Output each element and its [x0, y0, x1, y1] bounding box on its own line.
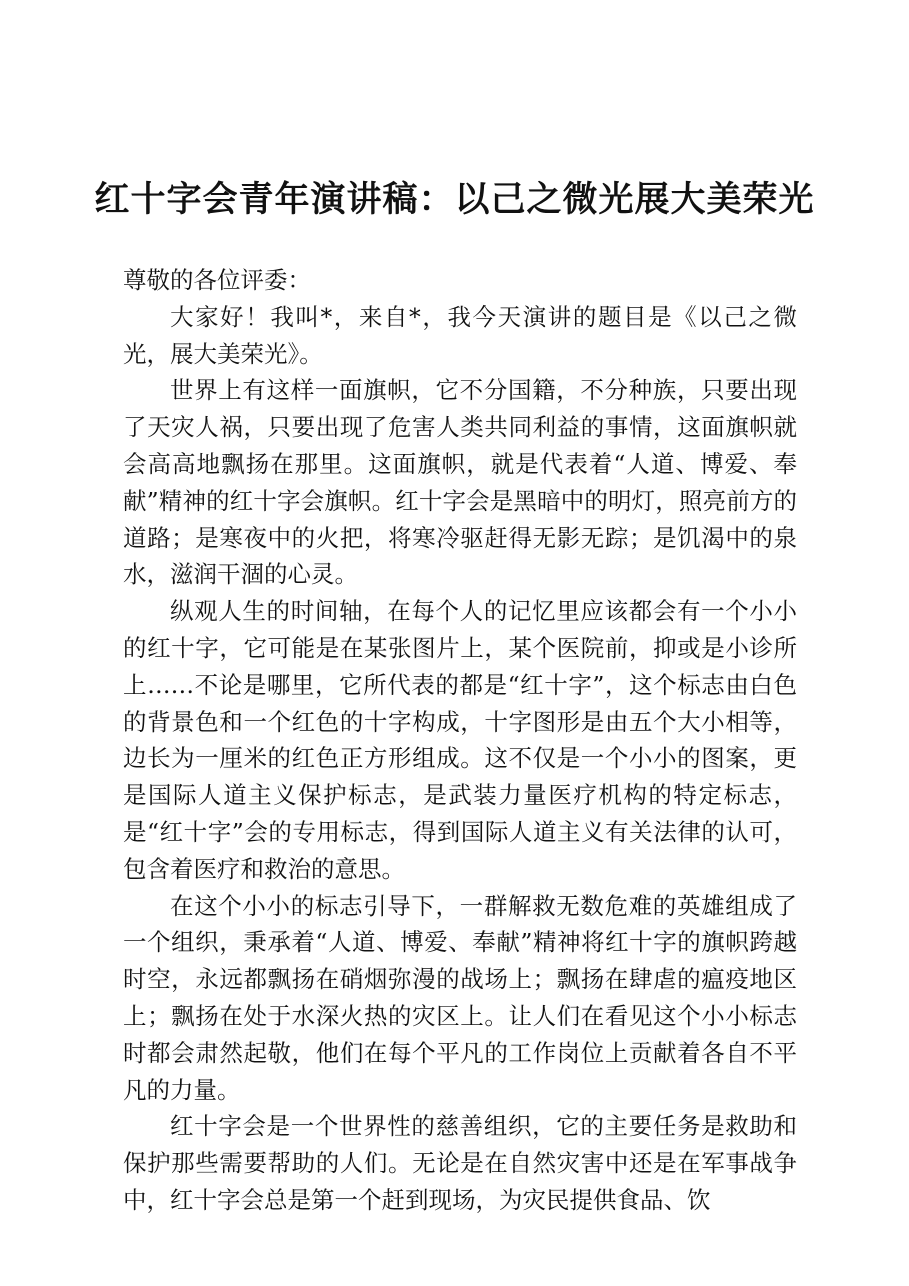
paragraph-4: 在这个小小的标志引导下，一群解救无数危难的英雄组成了一个组织，秉承着“人道、博爱、奉献”精神将红十字的旗帜跨越时空，永远都飘扬在硝烟弥漫的战场上；飘扬在肆虐的瘟疫地区上；飘扬在处于水深火热的灾区上。让人们在看见这个小小标志时都会肃然起敬，他们在每个平凡的工作岗位上贡献着各自不平凡的力量。 — [123, 891, 797, 1104]
paragraph-2: 世界上有这样一面旗帜，它不分国籍，不分种族，只要出现了天灾人祸，只要出现了危害人类共同利益的事情，这面旗帜就会高高地飘扬在那里。这面旗帜，就是代表着“人道、博爱、奉献”精神的红十字会旗帜。红十字会是黑暗中的明灯，照亮前方的道路；是寒夜中的火把，将寒冷驱赶得无影无踪；是饥渴中的泉水，滋润干涸的心灵。 — [123, 376, 797, 589]
paragraph-3: 纵观人生的时间轴，在每个人的记忆里应该都会有一个小小的红十字，它可能是在某张图片上，某个医院前，抑或是小诊所上……不论是哪里，它所代表的都是“红十字”，这个标志由白色的背景色和一个红色的十字构成，十字图形是由五个大小相等，边长为一厘米的红色正方形组成。这不仅是一个小小的图案，更是国际人道主义保护标志，是武装力量医疗机构的特定标志，是“红十字”会的专用标志，得到国际人道主义有关法律的认可，包含着医疗和救治的意思。 — [123, 597, 797, 883]
salutation: 尊敬的各位评委： — [123, 266, 311, 294]
paragraph-5: 红十字会是一个世界性的慈善组织，它的主要任务是救助和保护那些需要帮助的人们。无论是在自然灾害中还是在军事战争中，红十字会总是第一个赶到现场，为灾民提供食品、饮 — [123, 1112, 797, 1214]
document-body — [123, 262, 797, 1219]
paragraph-1: 大家好！我叫*，来自*，我今天演讲的题目是《以己之微光，展大美荣光》。 — [123, 302, 797, 368]
document-title: 红十字会青年演讲稿：以己之微光展大美荣光 — [94, 179, 815, 221]
